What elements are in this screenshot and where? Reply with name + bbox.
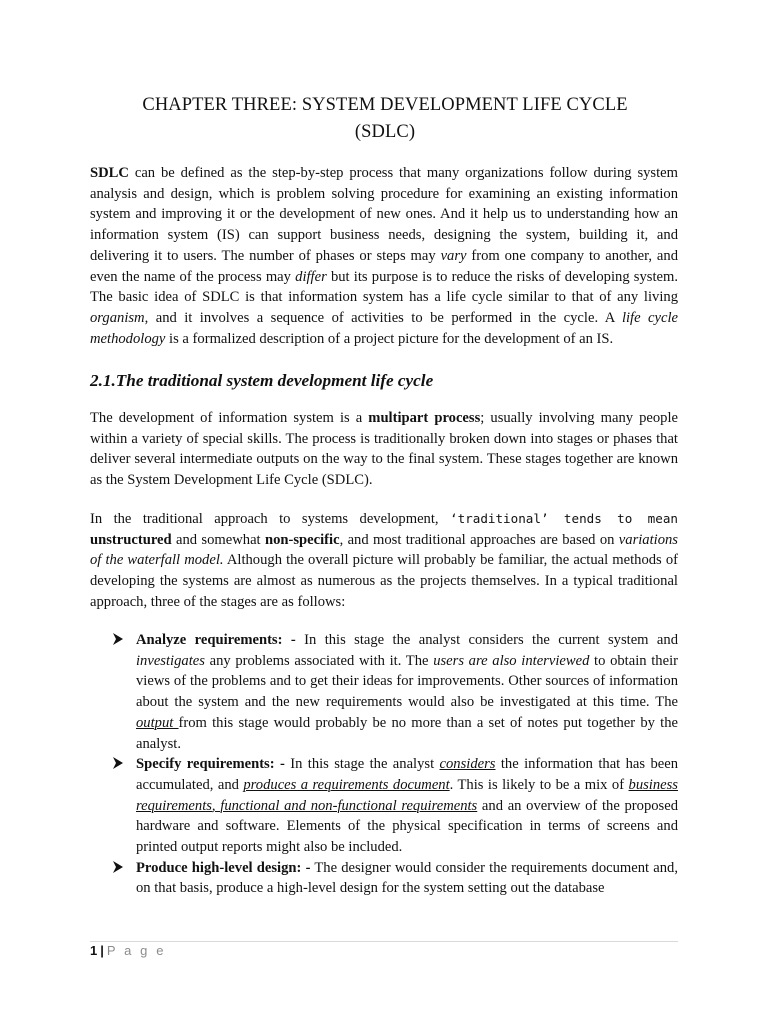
page-footer [90,942,166,960]
page-number: 1 [90,943,98,958]
list-item: Specify requirements: - In this stage the analyst considers the information that has been accumulated, and produces a requirements document. This is likely to be a mix of business requirements, functional and non-functional requirements and an overview of the proposed hardware and software. Elements of the physical specification in terms of screens and printed output reports might also be included. [112,754,678,858]
arrow-bullet-icon [112,861,124,873]
footer-divider [90,941,678,942]
list-item: Produce high-level design: - The designer would consider the requirements document and, on that basis, produce a high-level design for the system setting out the database [112,858,678,899]
paragraph-development: The development of information system is a multipart process; usually involving many people within a variety of special skills. The process is traditionally broken down into stages or phases that deliver several intermediate outputs on the way to the final system. These stages together are known as the System Development Life Cycle (SDLC). [90,410,678,489]
title-line-1: CHAPTER THREE: SYSTEM DEVELOPMENT LIFE CYCLE [142,95,628,115]
intro-paragraph: SDLC can be defined as the step-by-step process that many organizations follow during system analysis and design, which is problem solving procedure for examining an existing information system and improving it or the development of new ones. And it help us to understanding how an information system (IS) can support business needs, designing the system, building it, and delivering it to users. The number of phases or steps may vary from one company to another, and even the name of the process may differ but its purpose is to reduce the risks of developing system. The basic idea of SDLC is that information system has a life cycle similar to that of any living organism, and it involves a sequence of activities to be performed in the cycle. A life cycle methodology is a formalized description of a project picture for the development of an IS. [90,165,678,347]
title-line-2: (SDLC) [354,122,416,142]
stages-list [112,630,678,899]
sdlc-term: SDLC [90,165,129,181]
page-title [90,92,680,146]
list-item: Analyze requirements: - In this stage the analyst considers the current system and investigates any problems associated with it. The users are also interviewed to obtain their views of the problems and to get their ideas for improvements. Other sources of information about the system and the new requirements would also be investigated at this time. The output from this stage would probably be no more than a set of notes put together by the analyst. [112,630,678,754]
section-heading: 2.1.The traditional system development life cycle [90,371,434,390]
footer-separator: | [100,943,104,958]
arrow-bullet-icon [112,633,124,645]
arrow-bullet-icon [112,757,124,769]
paragraph-traditional-approach: In the traditional approach to systems development, ‘traditional’ tends to mean unstructured and somewhat non-specific, and most traditional approaches are based on variations of the waterfall model. Although the overall picture will probably be familiar, the actual methods of developing the systems are almost as numerous as the projects themselves. In a typical traditional approach, three of the stages are as follows: [90,511,679,610]
page-word: P a g e [106,943,167,958]
